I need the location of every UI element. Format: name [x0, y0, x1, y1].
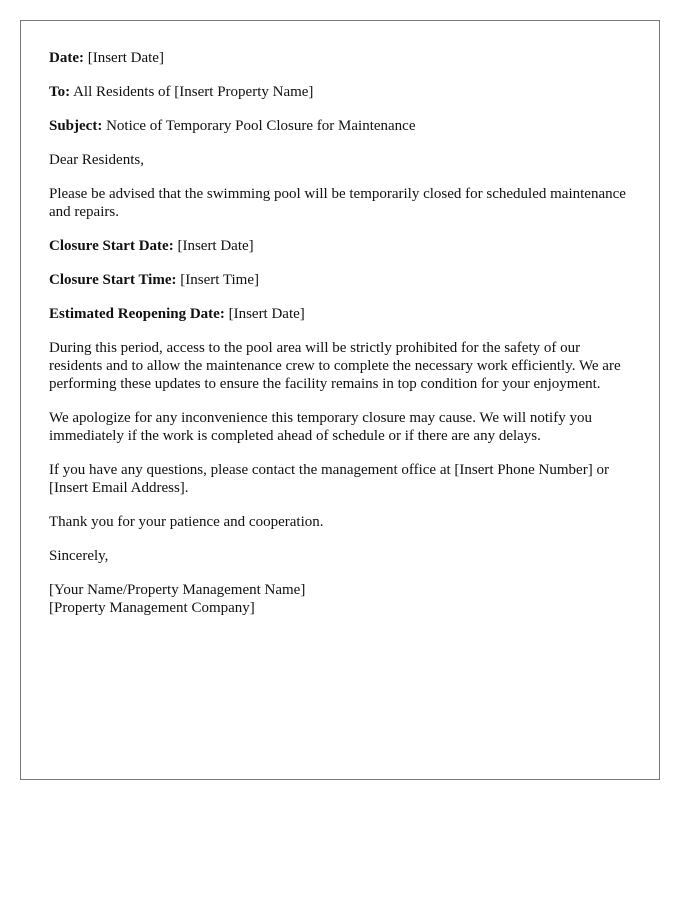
- reopening-date-line: [49, 305, 631, 323]
- subject-line: [49, 117, 631, 135]
- closure-start-time-label: Closure Start Time:: [49, 272, 177, 288]
- date-label: Date:: [49, 50, 84, 66]
- letter-document: [20, 20, 660, 780]
- closure-start-time-line: [49, 271, 631, 289]
- signature-name: [Your Name/Property Management Name]: [49, 582, 306, 598]
- subject-value: Notice of Temporary Pool Closure for Maintenance: [106, 118, 416, 134]
- body-paragraph-2: We apologize for any inconvenience this temporary closure may cause. We will notify you immediately if the work is completed ahead of schedule or if there are any delays.: [49, 410, 592, 444]
- reopening-date-value: [Insert Date]: [228, 306, 305, 322]
- closure-start-time-value: [Insert Time]: [180, 272, 259, 288]
- intro-paragraph: Please be advised that the swimming pool will be temporarily closed for scheduled maintenance and repairs.: [49, 186, 626, 220]
- date-line: [49, 49, 631, 67]
- subject-label: Subject:: [49, 118, 103, 134]
- body-paragraph-3: If you have any questions, please contact the management office at [Insert Phone Number] or [Insert Email Address].: [49, 462, 609, 496]
- thanks-line: Thank you for your patience and cooperation.: [49, 514, 324, 530]
- to-line: [49, 83, 631, 101]
- closure-start-date-value: [Insert Date]: [177, 238, 254, 254]
- salutation: Dear Residents,: [49, 152, 144, 168]
- to-label: To:: [49, 84, 71, 100]
- closure-start-date-label: Closure Start Date:: [49, 238, 174, 254]
- closing-line: Sincerely,: [49, 548, 109, 564]
- date-value: [Insert Date]: [87, 50, 164, 66]
- body-paragraph-1: During this period, access to the pool area will be strictly prohibited for the safety of our residents and to allow the maintenance crew to complete the necessary work efficiently. We are performing these updates to ensure the facility remains in top condition for your enjoyment.: [49, 340, 621, 392]
- closure-start-date-line: [49, 237, 631, 255]
- reopening-date-label: Estimated Reopening Date:: [49, 306, 225, 322]
- to-value: All Residents of [Insert Property Name]: [73, 84, 314, 100]
- signature-block: [49, 581, 631, 617]
- signature-company: [Property Management Company]: [49, 600, 255, 616]
